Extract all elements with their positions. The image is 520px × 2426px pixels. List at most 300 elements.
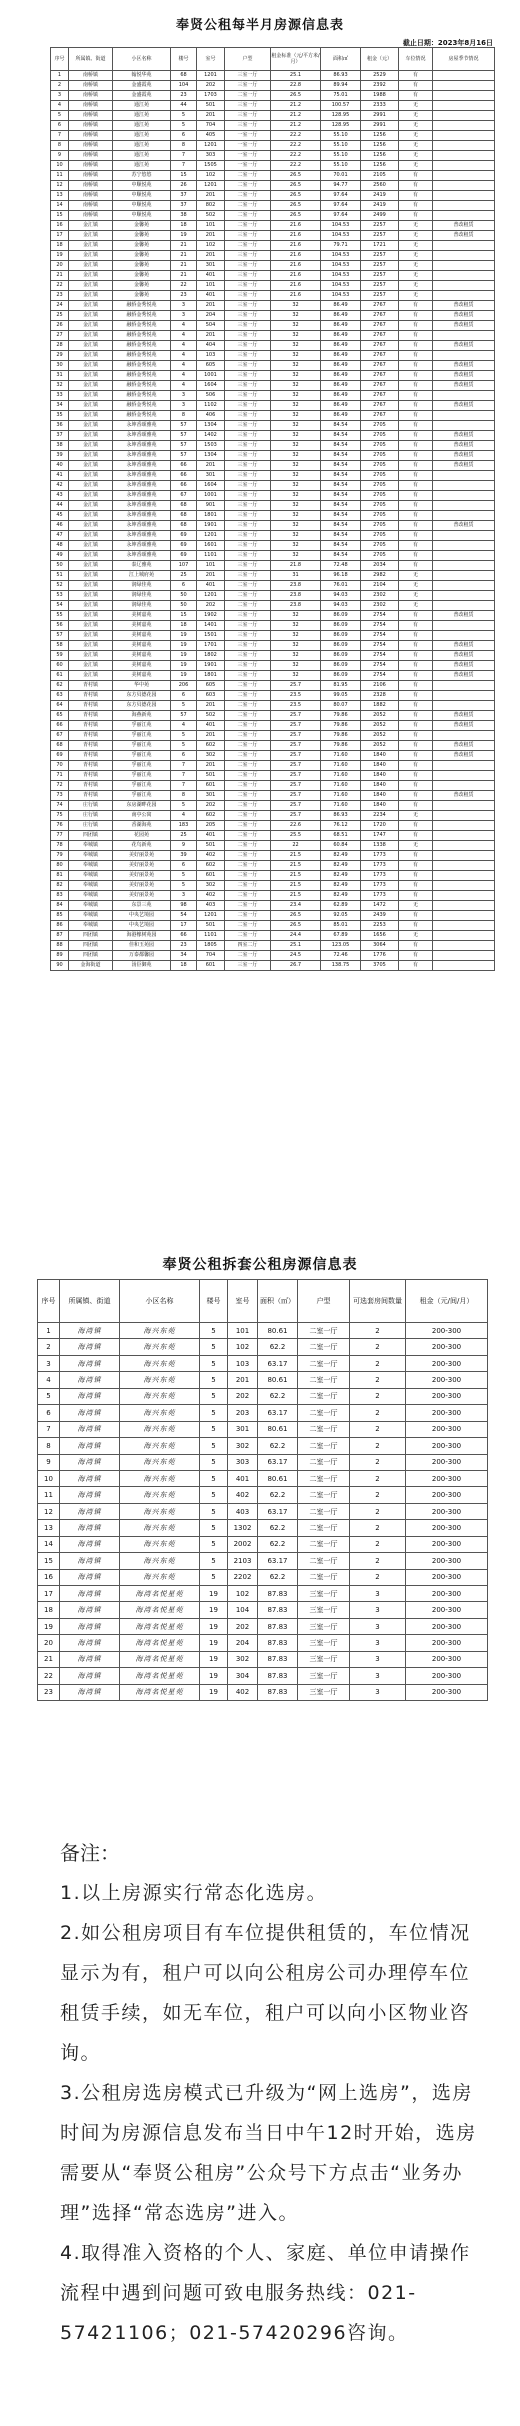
index-cell: 89 bbox=[51, 951, 69, 961]
rent-cell: 1720 bbox=[361, 821, 399, 831]
house-type-cell: 普改租赁 bbox=[433, 721, 495, 731]
building-cell: 57 bbox=[171, 441, 197, 451]
rent-rate-cell: 32 bbox=[271, 381, 321, 391]
building-cell: 5 bbox=[171, 731, 197, 741]
rent-cell: 1256 bbox=[361, 131, 399, 141]
rent-cell: 2754 bbox=[361, 611, 399, 621]
index-cell: 10 bbox=[38, 1470, 60, 1486]
layout-cell: 二室一厅 bbox=[225, 601, 271, 611]
layout-cell: 二室一厅 bbox=[225, 811, 271, 821]
index-cell: 65 bbox=[51, 711, 69, 721]
building-cell: 5 bbox=[200, 1388, 228, 1404]
rent-cell: 2982 bbox=[361, 571, 399, 581]
rent-cell: 2767 bbox=[361, 371, 399, 381]
room-cell: 1701 bbox=[197, 641, 225, 651]
area-cell: 104.53 bbox=[321, 231, 361, 241]
room-cell: 201 bbox=[197, 191, 225, 201]
area-cell: 79.86 bbox=[321, 741, 361, 751]
building-cell: 183 bbox=[171, 821, 197, 831]
rent-cell: 1773 bbox=[361, 891, 399, 901]
town-cell: 金汇镇 bbox=[69, 241, 113, 251]
house-type-cell: 普改租赁 bbox=[433, 231, 495, 241]
table-row bbox=[51, 111, 495, 121]
town-cell: 金汇镇 bbox=[69, 661, 113, 671]
table-row bbox=[51, 71, 495, 81]
town-cell: 金汇镇 bbox=[69, 471, 113, 481]
rent-cell: 2991 bbox=[361, 121, 399, 131]
layout-cell: 三室一厅 bbox=[225, 381, 271, 391]
town-cell: 南桥镇 bbox=[69, 191, 113, 201]
building-cell: 8 bbox=[171, 141, 197, 151]
index-cell: 29 bbox=[51, 351, 69, 361]
table-row bbox=[38, 1503, 488, 1519]
parking-cell: 有 bbox=[399, 381, 433, 391]
community-cell: 孚丽江苑 bbox=[113, 751, 171, 761]
room-cell: 1503 bbox=[197, 441, 225, 451]
community-cell: 融侨金秀悦苑 bbox=[113, 401, 171, 411]
layout-cell: 三室一厅 bbox=[225, 401, 271, 411]
building-cell: 5 bbox=[171, 881, 197, 891]
table-row bbox=[38, 1454, 488, 1470]
town-cell: 庄行镇 bbox=[69, 801, 113, 811]
room-cell: 506 bbox=[197, 391, 225, 401]
parking-cell: 有 bbox=[399, 761, 433, 771]
rent-rate-cell: 32 bbox=[271, 371, 321, 381]
index-cell: 7 bbox=[51, 131, 69, 141]
parking-cell: 有 bbox=[399, 711, 433, 721]
area-cell: 86.49 bbox=[321, 351, 361, 361]
room-cell: 1604 bbox=[197, 481, 225, 491]
table1-date: 截止日期：2023年8月16日 bbox=[402, 39, 493, 47]
layout-cell: 三室一厅 bbox=[225, 111, 271, 121]
building-cell: 5 bbox=[200, 1339, 228, 1355]
town-cell: 四团镇 bbox=[69, 831, 113, 841]
rent-cell: 2767 bbox=[361, 401, 399, 411]
room-cell: 404 bbox=[197, 341, 225, 351]
table-row bbox=[51, 671, 495, 681]
layout-cell: 三室一厅 bbox=[225, 371, 271, 381]
community-cell: 美树嘉苑 bbox=[113, 671, 171, 681]
rent-cell: 1256 bbox=[361, 141, 399, 151]
column-header: 面积㎡ bbox=[321, 48, 361, 71]
community-cell: 金馨苑 bbox=[113, 221, 171, 231]
index-cell: 88 bbox=[51, 941, 69, 951]
rooms-available-cell: 2 bbox=[350, 1553, 406, 1569]
room-cell: 603 bbox=[197, 691, 225, 701]
rent-cell: 200-300 bbox=[406, 1438, 488, 1454]
notes-section bbox=[60, 1833, 480, 2353]
town-cell: 金汇镇 bbox=[69, 331, 113, 341]
rent-cell: 2052 bbox=[361, 731, 399, 741]
parking-cell: 有 bbox=[399, 801, 433, 811]
rent-rate-cell: 25.7 bbox=[271, 741, 321, 751]
town-cell: 海湾镇 bbox=[60, 1635, 120, 1651]
rent-rate-cell: 32 bbox=[271, 641, 321, 651]
room-cell: 802 bbox=[197, 201, 225, 211]
community-cell: 润绿佳苑 bbox=[113, 581, 171, 591]
layout-cell: 二室一厅 bbox=[298, 1536, 350, 1552]
community-cell: 孚丽江苑 bbox=[113, 731, 171, 741]
building-cell: 18 bbox=[171, 621, 197, 631]
table-row bbox=[51, 371, 495, 381]
town-cell: 海湾镇 bbox=[60, 1569, 120, 1585]
table-row bbox=[38, 1553, 488, 1569]
community-cell: 融侨金秀悦苑 bbox=[113, 301, 171, 311]
house-type-cell bbox=[433, 561, 495, 571]
index-cell: 51 bbox=[51, 571, 69, 581]
rent-rate-cell: 32 bbox=[271, 391, 321, 401]
house-type-cell: 普改租赁 bbox=[433, 711, 495, 721]
house-type-cell bbox=[433, 821, 495, 831]
area-cell: 79.71 bbox=[321, 241, 361, 251]
room-cell: 602 bbox=[197, 861, 225, 871]
town-cell: 南桥镇 bbox=[69, 91, 113, 101]
rent-rate-cell: 23.5 bbox=[271, 701, 321, 711]
area-cell: 63.17 bbox=[258, 1454, 298, 1470]
table-row bbox=[51, 411, 495, 421]
community-cell: 融侨金秀悦苑 bbox=[113, 351, 171, 361]
note-item: 1.以上房源实行常态化选房。 bbox=[60, 1882, 328, 1904]
town-cell: 南桥镇 bbox=[69, 181, 113, 191]
town-cell: 海湾镇 bbox=[60, 1503, 120, 1519]
parking-cell: 无 bbox=[399, 841, 433, 851]
town-cell: 海湾镇 bbox=[60, 1421, 120, 1437]
rooms-available-cell: 2 bbox=[350, 1405, 406, 1421]
house-type-cell bbox=[433, 631, 495, 641]
parking-cell: 有 bbox=[399, 741, 433, 751]
table-row bbox=[51, 941, 495, 951]
community-cell: 通江苑 bbox=[113, 111, 171, 121]
building-cell: 57 bbox=[171, 431, 197, 441]
rent-rate-cell: 25.1 bbox=[271, 71, 321, 81]
building-cell: 68 bbox=[171, 501, 197, 511]
house-type-cell bbox=[433, 201, 495, 211]
index-cell: 75 bbox=[51, 811, 69, 821]
index-cell: 22 bbox=[38, 1668, 60, 1684]
community-cell: 中顺悦苑 bbox=[113, 191, 171, 201]
layout-cell: 二室一厅 bbox=[225, 831, 271, 841]
area-cell: 79.86 bbox=[321, 721, 361, 731]
building-cell: 5 bbox=[171, 121, 197, 131]
building-cell: 18 bbox=[171, 221, 197, 231]
community-cell: 永坤香颂雅苑 bbox=[113, 421, 171, 431]
table2-header-row bbox=[38, 1280, 488, 1323]
index-cell: 27 bbox=[51, 331, 69, 341]
table-row bbox=[51, 211, 495, 221]
layout-cell: 二室一厅 bbox=[298, 1553, 350, 1569]
building-cell: 7 bbox=[171, 151, 197, 161]
area-cell: 62.2 bbox=[258, 1487, 298, 1503]
column-header: 序号 bbox=[38, 1280, 60, 1323]
layout-cell: 二室一厅 bbox=[298, 1487, 350, 1503]
house-type-cell: 普改租赁 bbox=[433, 791, 495, 801]
layout-cell: 三室一厅 bbox=[225, 451, 271, 461]
table-row bbox=[51, 441, 495, 451]
house-type-cell bbox=[433, 101, 495, 111]
house-type-cell bbox=[433, 911, 495, 921]
town-cell: 金汇镇 bbox=[69, 301, 113, 311]
rent-cell: 1656 bbox=[361, 931, 399, 941]
layout-cell: 三室一厅 bbox=[225, 251, 271, 261]
rooms-available-cell: 3 bbox=[350, 1586, 406, 1602]
table1-title: 奉贤公租每半月房源信息表 bbox=[175, 18, 344, 33]
layout-cell: 三室一厅 bbox=[225, 331, 271, 341]
community-cell: 美树嘉苑 bbox=[113, 651, 171, 661]
rent-cell: 2705 bbox=[361, 481, 399, 491]
rooms-available-cell: 3 bbox=[350, 1602, 406, 1618]
town-cell: 奉城镇 bbox=[69, 871, 113, 881]
house-type-cell bbox=[433, 81, 495, 91]
building-cell: 18 bbox=[171, 961, 197, 971]
rent-cell: 200-300 bbox=[406, 1503, 488, 1519]
room-cell: 201 bbox=[197, 251, 225, 261]
community-cell: 永坤香颂雅苑 bbox=[113, 481, 171, 491]
index-cell: 46 bbox=[51, 521, 69, 531]
community-cell: 海湾名悦星苑 bbox=[120, 1651, 200, 1667]
rent-cell: 200-300 bbox=[406, 1372, 488, 1388]
room-cell: 1801 bbox=[197, 671, 225, 681]
room-cell: 202 bbox=[228, 1618, 258, 1634]
area-cell: 70.01 bbox=[321, 171, 361, 181]
town-cell: 海湾镇 bbox=[60, 1470, 120, 1486]
rent-cell: 1721 bbox=[361, 241, 399, 251]
town-cell: 金汇镇 bbox=[69, 651, 113, 661]
index-cell: 86 bbox=[51, 921, 69, 931]
town-cell: 庄行镇 bbox=[69, 811, 113, 821]
town-cell: 奉城镇 bbox=[69, 901, 113, 911]
rent-cell: 1773 bbox=[361, 851, 399, 861]
layout-cell: 三室一厅 bbox=[225, 611, 271, 621]
layout-cell: 三室一厅 bbox=[225, 261, 271, 271]
room-cell: 104 bbox=[228, 1602, 258, 1618]
table-row bbox=[51, 191, 495, 201]
rent-cell: 2705 bbox=[361, 531, 399, 541]
rent-rate-cell: 22.8 bbox=[271, 81, 321, 91]
parking-cell: 有 bbox=[399, 171, 433, 181]
column-header: 楼号 bbox=[200, 1280, 228, 1323]
community-cell: 花鸟新苑 bbox=[113, 841, 171, 851]
area-cell: 104.53 bbox=[321, 221, 361, 231]
room-cell: 201 bbox=[197, 301, 225, 311]
rent-rate-cell: 26.5 bbox=[271, 181, 321, 191]
rent-rate-cell: 32 bbox=[271, 441, 321, 451]
community-cell: 海兴东苑 bbox=[120, 1339, 200, 1355]
rent-cell: 2257 bbox=[361, 271, 399, 281]
index-cell: 73 bbox=[51, 791, 69, 801]
column-header: 序号 bbox=[51, 48, 69, 71]
house-type-cell bbox=[433, 581, 495, 591]
area-cell: 71.60 bbox=[321, 761, 361, 771]
room-cell: 502 bbox=[197, 211, 225, 221]
room-cell: 102 bbox=[228, 1586, 258, 1602]
index-cell: 81 bbox=[51, 871, 69, 881]
layout-cell: 三室一厅 bbox=[225, 501, 271, 511]
room-cell: 901 bbox=[197, 501, 225, 511]
town-cell: 奉城镇 bbox=[69, 881, 113, 891]
building-cell: 9 bbox=[171, 841, 197, 851]
area-cell: 97.64 bbox=[321, 211, 361, 221]
building-cell: 68 bbox=[171, 511, 197, 521]
rent-cell: 2052 bbox=[361, 741, 399, 751]
community-cell: 永坤香颂雅苑 bbox=[113, 441, 171, 451]
rent-rate-cell: 32 bbox=[271, 481, 321, 491]
index-cell: 21 bbox=[38, 1651, 60, 1667]
rent-cell: 2328 bbox=[361, 691, 399, 701]
house-type-cell bbox=[433, 141, 495, 151]
table-row bbox=[51, 661, 495, 671]
rent-rate-cell: 21.6 bbox=[271, 231, 321, 241]
rent-rate-cell: 25.7 bbox=[271, 681, 321, 691]
area-cell: 71.60 bbox=[321, 751, 361, 761]
rent-rate-cell: 21.6 bbox=[271, 271, 321, 281]
rent-rate-cell: 32 bbox=[271, 521, 321, 531]
table-row bbox=[51, 501, 495, 511]
room-cell: 202 bbox=[197, 81, 225, 91]
room-cell: 202 bbox=[197, 601, 225, 611]
community-cell: 金馨苑 bbox=[113, 251, 171, 261]
rent-cell: 2257 bbox=[361, 281, 399, 291]
town-cell: 海湾镇 bbox=[60, 1355, 120, 1371]
house-type-cell bbox=[433, 601, 495, 611]
building-cell: 69 bbox=[171, 551, 197, 561]
community-cell: 海兴东苑 bbox=[120, 1536, 200, 1552]
layout-cell: 二室一厅 bbox=[225, 871, 271, 881]
rent-rate-cell: 21.2 bbox=[271, 101, 321, 111]
building-cell: 22 bbox=[171, 281, 197, 291]
rent-cell: 1840 bbox=[361, 801, 399, 811]
rent-rate-cell: 21.6 bbox=[271, 221, 321, 231]
town-cell: 海湾镇 bbox=[60, 1618, 120, 1634]
index-cell: 42 bbox=[51, 481, 69, 491]
area-cell: 62.2 bbox=[258, 1520, 298, 1536]
parking-cell: 有 bbox=[399, 731, 433, 741]
building-cell: 8 bbox=[171, 791, 197, 801]
house-type-cell bbox=[433, 871, 495, 881]
building-cell: 23 bbox=[171, 941, 197, 951]
rent-rate-cell: 25.7 bbox=[271, 761, 321, 771]
area-cell: 84.54 bbox=[321, 481, 361, 491]
parking-cell: 无 bbox=[399, 131, 433, 141]
area-cell: 79.86 bbox=[321, 731, 361, 741]
room-cell: 1201 bbox=[197, 531, 225, 541]
house-type-cell bbox=[433, 881, 495, 891]
layout-cell: 三室一厅 bbox=[225, 231, 271, 241]
table-row bbox=[51, 951, 495, 961]
index-cell: 6 bbox=[38, 1405, 60, 1421]
room-cell: 602 bbox=[197, 811, 225, 821]
parking-cell: 有 bbox=[399, 191, 433, 201]
room-cell: 202 bbox=[228, 1388, 258, 1404]
layout-cell: 三室一厅 bbox=[225, 481, 271, 491]
town-cell: 四团镇 bbox=[69, 951, 113, 961]
building-cell: 4 bbox=[171, 381, 197, 391]
table-row bbox=[51, 81, 495, 91]
index-cell: 54 bbox=[51, 601, 69, 611]
layout-cell: 二室一厅 bbox=[225, 911, 271, 921]
room-cell: 402 bbox=[228, 1684, 258, 1700]
parking-cell: 有 bbox=[399, 701, 433, 711]
rent-rate-cell: 32 bbox=[271, 361, 321, 371]
table-row bbox=[51, 651, 495, 661]
rent-cell: 3064 bbox=[361, 941, 399, 951]
room-cell: 201 bbox=[197, 461, 225, 471]
community-cell: 融侨金秀悦苑 bbox=[113, 331, 171, 341]
building-cell: 69 bbox=[171, 541, 197, 551]
layout-cell: 三室一厅 bbox=[225, 511, 271, 521]
parking-cell: 有 bbox=[399, 71, 433, 81]
area-cell: 104.53 bbox=[321, 251, 361, 261]
layout-cell: 二室一厅 bbox=[225, 691, 271, 701]
house-type-cell bbox=[433, 931, 495, 941]
layout-cell: 二室一厅 bbox=[225, 791, 271, 801]
room-cell: 401 bbox=[197, 271, 225, 281]
house-type-cell bbox=[433, 551, 495, 561]
house-type-cell bbox=[433, 961, 495, 971]
building-cell: 4 bbox=[171, 341, 197, 351]
rent-cell: 200-300 bbox=[406, 1520, 488, 1536]
rent-cell: 200-300 bbox=[406, 1684, 488, 1700]
area-cell: 86.49 bbox=[321, 401, 361, 411]
room-cell: 204 bbox=[228, 1635, 258, 1651]
town-cell: 金汇镇 bbox=[69, 281, 113, 291]
community-cell: 海兴东苑 bbox=[120, 1438, 200, 1454]
table-row bbox=[51, 481, 495, 491]
layout-cell: 二室一厅 bbox=[225, 91, 271, 101]
layout-cell: 二室一厅 bbox=[225, 711, 271, 721]
index-cell: 26 bbox=[51, 321, 69, 331]
town-cell: 金汇镇 bbox=[69, 561, 113, 571]
table-row bbox=[38, 1355, 488, 1371]
town-cell: 金汇镇 bbox=[69, 251, 113, 261]
rooms-available-cell: 2 bbox=[350, 1323, 406, 1339]
community-cell: 花园苑 bbox=[113, 831, 171, 841]
rent-cell: 2991 bbox=[361, 111, 399, 121]
parking-cell: 有 bbox=[399, 881, 433, 891]
town-cell: 海湾镇 bbox=[60, 1520, 120, 1536]
table-row bbox=[51, 431, 495, 441]
parking-cell: 无 bbox=[399, 901, 433, 911]
town-cell: 青村镇 bbox=[69, 681, 113, 691]
layout-cell: 三室一厅 bbox=[225, 651, 271, 661]
room-cell: 205 bbox=[197, 821, 225, 831]
parking-cell: 有 bbox=[399, 751, 433, 761]
room-cell: 1902 bbox=[197, 611, 225, 621]
rent-rate-cell: 24.5 bbox=[271, 951, 321, 961]
rent-cell: 2333 bbox=[361, 101, 399, 111]
parking-cell: 无 bbox=[399, 121, 433, 131]
rent-cell: 2705 bbox=[361, 461, 399, 471]
town-cell: 奉城镇 bbox=[69, 851, 113, 861]
parking-cell: 有 bbox=[399, 311, 433, 321]
table-row bbox=[38, 1684, 488, 1700]
house-type-cell: 普改租赁 bbox=[433, 451, 495, 461]
rent-cell: 2754 bbox=[361, 641, 399, 651]
area-cell: 104.53 bbox=[321, 281, 361, 291]
table-row bbox=[51, 451, 495, 461]
building-cell: 17 bbox=[171, 921, 197, 931]
rent-rate-cell: 23.8 bbox=[271, 601, 321, 611]
town-cell: 海湾镇 bbox=[60, 1651, 120, 1667]
index-cell: 36 bbox=[51, 421, 69, 431]
community-cell: 美树嘉苑 bbox=[113, 661, 171, 671]
table-row bbox=[51, 701, 495, 711]
column-header: 楼号 bbox=[171, 48, 197, 71]
rent-cell: 200-300 bbox=[406, 1651, 488, 1667]
column-header: 租金（元/间/月） bbox=[406, 1280, 488, 1323]
community-cell: 孚丽江苑 bbox=[113, 761, 171, 771]
column-header: 户型 bbox=[225, 48, 271, 71]
rent-rate-cell: 21.5 bbox=[271, 851, 321, 861]
